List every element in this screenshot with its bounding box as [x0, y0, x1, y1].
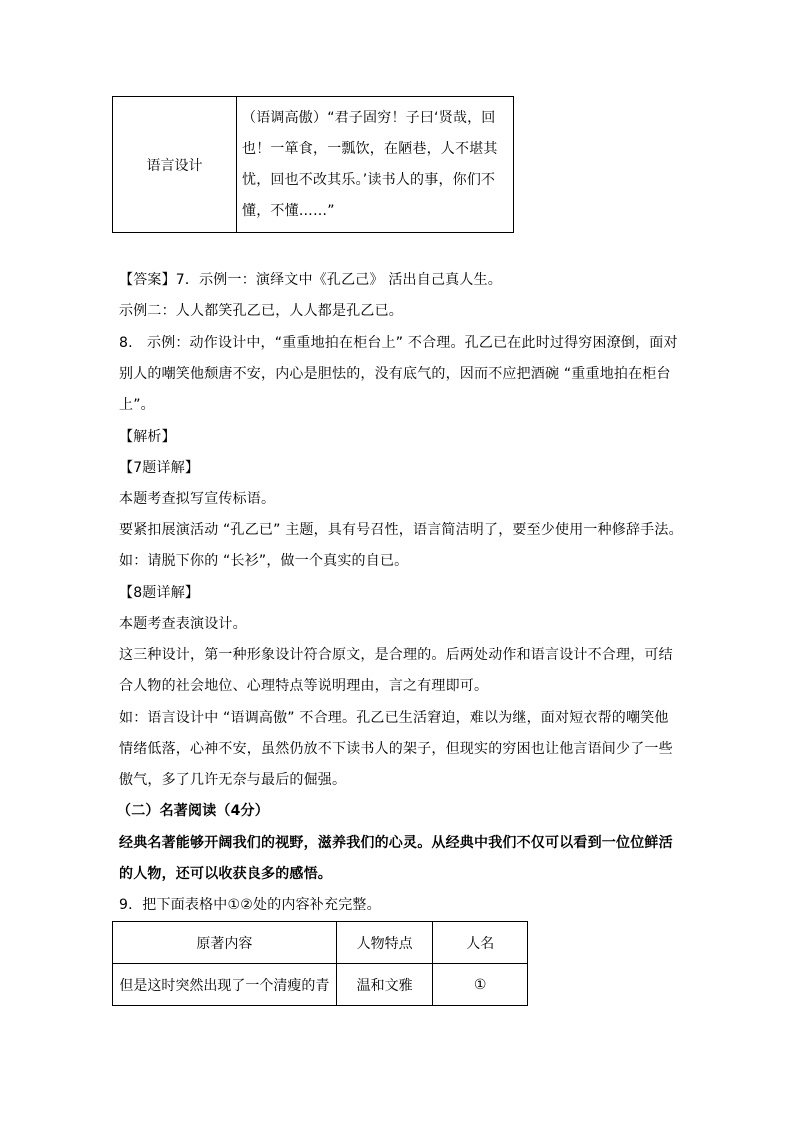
table-cell: ① [433, 964, 528, 1006]
q7-line-3: 如：请脱下你的 “长衫”，做一个真实的自已。 [119, 553, 409, 569]
q7-line-1: 本题考查拟写宣传标语。 [119, 491, 276, 507]
table-row [113, 964, 528, 1006]
design-content-line: （语调高傲）“君子固穷！子曰‘贤哉，回 [242, 110, 496, 126]
table-header-cell: 原著内容 [113, 922, 337, 964]
table-header-cell: 人名 [433, 922, 528, 964]
design-content-line: 也！一箪食，一瓢饮，在陋巷，人不堪其 [242, 141, 498, 157]
q8-line-2: 这三种设计，第一种形象设计符合原文，是合理的。后两处动作和语言设计不合理，可结 [119, 647, 673, 663]
answer-line-1: 【答案】7．示例一：演绎文中《孔乙己》 活出自己真人生。 [119, 272, 502, 288]
table-header-cell: 人物特点 [336, 922, 433, 964]
question-9: 9．把下面表格中①②处的内容补充完整。 [119, 897, 381, 913]
section-heading: （二）名著阅读（4分） [117, 803, 269, 819]
section-intro-line-1: 经典名著能够开阔我们的视野，滋养我们的心灵。从经典中我们不仅可以看到一位位鲜活 [119, 835, 673, 851]
q8-line-6: 傲气，多了几许无奈与最后的倔强。 [119, 772, 347, 788]
table-header-row [113, 922, 528, 964]
analysis-heading: 【解析】 [119, 429, 176, 445]
answer-line-2: 示例二：人人都笑孔乙已，人人都是孔乙已。 [119, 303, 403, 319]
q7-heading: 【7题详解】 [119, 460, 200, 476]
q8-heading: 【8题详解】 [119, 585, 200, 601]
design-content-line: 懂，不懂……” [242, 203, 335, 219]
q8-line-3: 合人物的社会地位、心理特点等说明理由，言之有理即可。 [119, 678, 489, 694]
table-cell: 但是这时突然出现了一个清瘦的青 [113, 964, 337, 1006]
answer-line-3: 8. 示例：动作设计中，“重重地拍在柜台上” 不合理。孔乙已在此时过得穷困潦倒，面对 [119, 335, 678, 351]
q8-line-5: 情绪低落，心神不安，虽然仍放不下读书人的架子，但现实的穷困也让他言语间少了一些 [119, 741, 673, 757]
reading-table [112, 921, 528, 1006]
design-content-line: 忧，回也不改其乐。’读书人的事，你们不 [242, 172, 496, 188]
answer-line-4: 别人的嘲笑他颓唐不安，内心是胆怯的，没有底气的，因而不应把酒碗 “重重地拍在柜台 [119, 366, 671, 382]
q8-line-1: 本题考查表演设计。 [119, 616, 247, 632]
design-table-label-cell [113, 97, 237, 233]
design-table-label: 语言设计 [146, 157, 203, 174]
q7-line-2: 要紧扣展演活动 “孔乙已” 主题，具有号召性，语言简洁明了，要至少使用一种修辞手法。 [119, 522, 683, 538]
answer-line-5: 上”。 [119, 397, 155, 413]
q8-line-4: 如：语言设计中 “语调高傲” 不合理。孔乙已生活窘迫，难以为继，面对短衣帮的嘲笑他 [119, 710, 669, 726]
table-cell: 温和文雅 [336, 964, 433, 1006]
section-intro-line-2: 的人物，还可以收获良多的感悟。 [119, 866, 332, 882]
